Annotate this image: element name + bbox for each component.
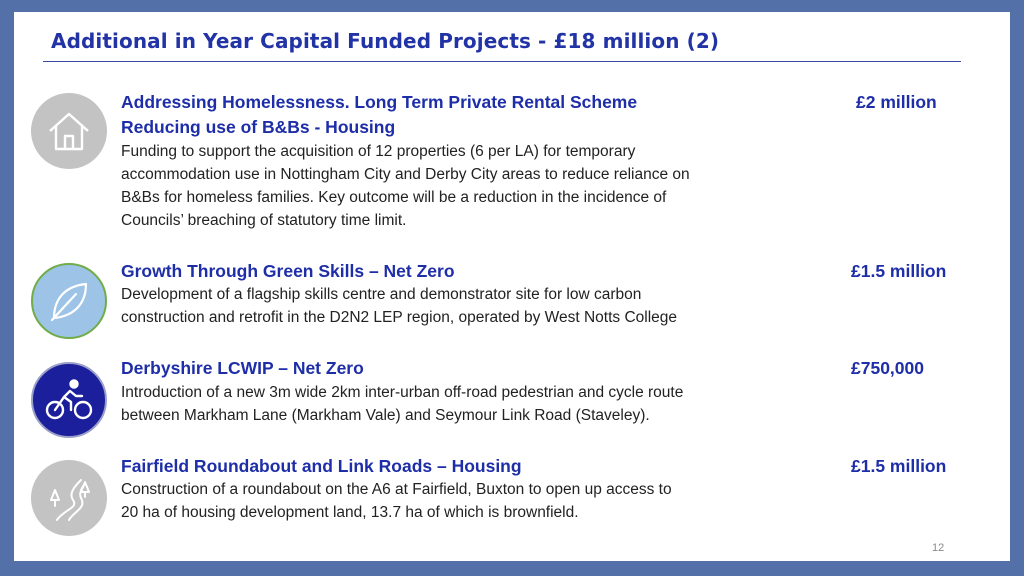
project-amount: £750,000	[851, 358, 924, 378]
project-amount: £1.5 million	[851, 456, 947, 476]
project-amount: £1.5 million	[851, 261, 947, 281]
description-line: Construction of a roundabout on the A6 at Fairfield, Buxton to open up access to	[121, 481, 672, 498]
description-line: between Markham Lane (Markham Vale) and Seymour Link Road (Staveley).	[121, 407, 650, 424]
project-heading: Derbyshire LCWIP – Net Zero	[121, 358, 364, 378]
project-description	[121, 478, 801, 524]
project-heading: Fairfield Roundabout and Link Roads – Housing	[121, 456, 522, 476]
project-heading: Growth Through Green Skills – Net Zero	[121, 261, 455, 281]
title-divider	[43, 61, 961, 62]
project-subheading: Reducing use of B&Bs - Housing	[121, 117, 396, 137]
leaf-icon	[31, 263, 107, 339]
description-line: 20 ha of housing development land, 13.7 ha of which is brownfield.	[121, 504, 579, 521]
slide	[14, 12, 1010, 561]
description-line: construction and retrofit in the D2N2 LEP region, operated by West Notts College	[121, 309, 678, 326]
slide-title: Additional in Year Capital Funded Projects - £18 million (2)	[51, 29, 720, 53]
project-description	[121, 283, 801, 329]
description-line: Councils’ breaching of statutory time limit.	[121, 212, 407, 229]
cyclist-icon	[31, 362, 107, 438]
project-description	[121, 140, 801, 232]
house-icon	[31, 93, 107, 169]
page-number: 12	[932, 542, 945, 554]
project-description	[121, 381, 801, 427]
description-line: Development of a flagship skills centre and demonstrator site for low carbon	[121, 286, 642, 303]
description-line: B&Bs for homeless families. Key outcome will be a reduction in the incidence of	[121, 189, 667, 206]
project-heading: Addressing Homelessness. Long Term Private Rental Scheme	[121, 92, 638, 112]
project-amount: £2 million	[856, 92, 937, 112]
description-line: accommodation use in Nottingham City and Derby City areas to reduce reliance on	[121, 166, 690, 183]
description-line: Introduction of a new 3m wide 2km inter-urban off-road pedestrian and cycle route	[121, 384, 684, 401]
description-line: Funding to support the acquisition of 12 properties (6 per LA) for temporary	[121, 143, 636, 160]
road-trees-icon	[31, 460, 107, 536]
